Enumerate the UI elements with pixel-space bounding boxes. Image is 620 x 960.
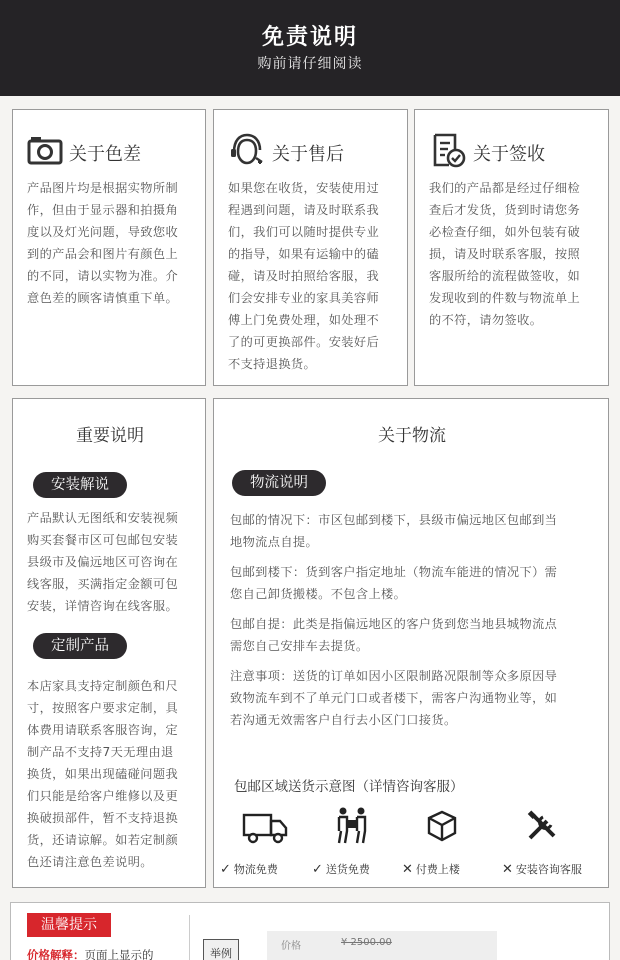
sign-for-box: [414, 109, 609, 386]
after-sales-text: 如果您在收货，安装使用过 程遇到问题，请及时联系我 们，我们可以随时提供专业 的指导，如果有运输中的磕 碰，请及时拍照给客服，我 们会安排专业的家具美容师 傅上门免费处理，如处理不 了的可更换部件。安装好后 不支持退换货。: [228, 181, 380, 371]
installation-tag: 安装解说: [33, 472, 127, 498]
color-difference-box: [12, 109, 206, 386]
important-notes-title: 重要说明: [76, 426, 144, 446]
feature-installation-consult: ✕ 安装咨询客服: [522, 809, 562, 879]
cross-icon: ✕: [402, 862, 413, 877]
camera-icon: [27, 134, 63, 166]
cross-icon: ✕: [502, 862, 513, 877]
truck-icon: [242, 809, 288, 845]
price-explanation: 价格解释：页面上显示的: [27, 948, 154, 960]
warm-tip-box: [10, 902, 610, 960]
installation-text: 产品默认无图纸和安装视频 购买套餐市区可包邮包安装 县级市及偏远地区可咨询在 线客服，买满指定金额可包 安装，详情咨询在线客服。: [27, 511, 179, 613]
logistics-title: 关于物流: [378, 426, 446, 446]
price-card: 价格 ¥ 2500.00: [267, 931, 497, 960]
page-header: [0, 0, 620, 96]
color-difference-title: 关于色差: [69, 144, 141, 165]
check-icon: ✓: [220, 862, 231, 877]
after-sales-title: 关于售后: [272, 144, 344, 165]
sign-for-text: 我们的产品都是经过仔细检 查后才发货，货到时请您务 必检查仔细，如外包装有破 损，请及时联系客服，按照 客服所给的流程做签收，如 发现收到的件数与物流单上 的不符，请勿签收。: [429, 181, 581, 327]
important-notes-box: [12, 398, 206, 888]
sign-document-icon: [431, 132, 467, 168]
feature-logistics-free: ✓ 物流免费: [240, 809, 290, 879]
check-icon: ✓: [312, 862, 323, 877]
logistics-text: 包邮的情况下：市区包邮到楼下，县级市偏远地区包邮到当 地物流点自提。 包邮到楼下：货到客户指定地址（物流车能进的情况下）需 您自己卸货搬楼。不包含上楼。 包邮自提：此类是指偏远地区的客户货到您当地县城物流点 需您自己安排车去提货。 注意事项：送货的订单如因小区限制路况限制等众多原因导 致物流车到不了单元门口或者楼下，需客户沟通物业等，如 若沟通无效需客户自行去小区门口接货。: [230, 513, 558, 727]
logistics-box: [213, 398, 609, 888]
page-subtitle: 购前请仔细阅读: [257, 56, 363, 72]
feature-paid-upstairs: ✕ 付费上楼: [422, 809, 462, 879]
tools-icon: [525, 809, 559, 843]
package-icon: [425, 809, 459, 843]
color-difference-text: 产品图片均是根据实物所制 作，但由于显示器和拍摄角 度以及灯光问题，导致您收 到的产品会和图片有颜色上 的不同，请以实物为准。介 意色差的顾客请慎重下单。: [27, 181, 179, 305]
feature-delivery-free: ✓ 送货免费: [332, 805, 372, 875]
custom-product-tag: 定制产品: [33, 633, 127, 659]
warm-tip-title: 温馨提示: [27, 913, 111, 937]
example-badge: 举例: [203, 939, 239, 960]
divider-line: [189, 915, 190, 960]
sign-for-title: 关于签收: [473, 144, 545, 165]
delivery-person-icon: [334, 805, 370, 845]
logistics-tag: 物流说明: [232, 470, 326, 496]
after-sales-box: [213, 109, 408, 386]
delivery-diagram-title: 包邮区域送货示意图（详情咨询客服）: [234, 779, 464, 795]
custom-product-text: 本店家具支持定制颜色和尺 寸，按照客户要求定制，具 体费用请联系客服咨询，定 制产品不支持7天无理由退 换货，如果出现磕碰问题我 们只能是给客户维修以及更 换破损部件，暂不支持退换 货，还请谅解。如若定制颜 色还请注意色差说明。: [27, 679, 179, 869]
customer-service-icon: [228, 132, 266, 168]
page-title: 免责说明: [261, 25, 358, 50]
